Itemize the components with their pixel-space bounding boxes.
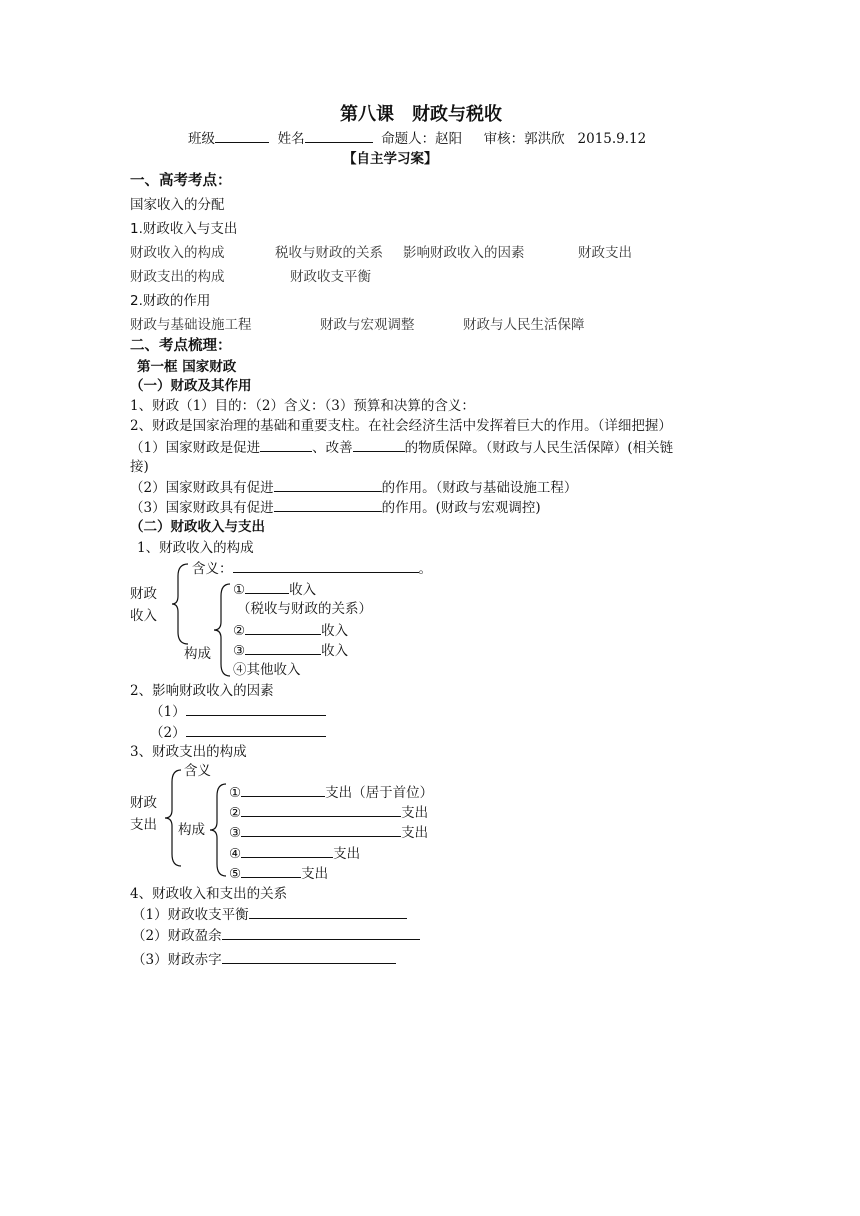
blank <box>245 641 321 655</box>
blank <box>222 926 420 940</box>
blank <box>260 438 312 452</box>
period: 。 <box>418 561 432 577</box>
expenditure-item-5 <box>229 864 328 883</box>
marker: ① <box>233 582 246 598</box>
list-item: 财政与人民生活保障 <box>463 317 585 333</box>
item-text: 支出 <box>301 866 329 882</box>
blank <box>186 702 326 716</box>
expenditure-meaning: 含义 <box>184 763 211 779</box>
item-text: 收入 <box>321 623 349 639</box>
marker: ⑤ <box>229 866 242 882</box>
brace-path <box>172 564 188 644</box>
relation-1 <box>132 905 407 924</box>
part1-heading: 一、高考考点： <box>130 173 232 189</box>
relation-text: （2）财政盈余 <box>132 928 222 944</box>
list-item: 财政收支平衡 <box>290 269 371 285</box>
line-3a: （1）国家财政是促进 <box>130 440 261 456</box>
list-item: 财政支出的构成 <box>130 269 225 285</box>
revenue-label-1: 财政 <box>130 586 157 602</box>
blank <box>249 905 407 919</box>
blank <box>274 498 382 512</box>
marker: ① <box>229 785 242 801</box>
marker: ④ <box>229 846 242 862</box>
part1-topic: 国家收入的分配 <box>130 197 225 213</box>
revenue-item-1-note: （税收与财政的关系） <box>237 601 372 617</box>
blank <box>241 864 301 878</box>
marker: ② <box>229 805 242 821</box>
line-2: 2、财政是国家治理的基础和重要支柱。在社会经济生活中发挥着巨大的作用。（详细把握） <box>130 418 672 434</box>
marker: （2） <box>150 725 186 741</box>
revenue-item-2 <box>233 621 348 640</box>
list-item: 财政支出 <box>578 245 632 261</box>
brace-path <box>210 784 226 876</box>
line-5a: （3）国家财政具有促进 <box>130 500 274 516</box>
relation-3 <box>132 950 396 969</box>
item-text: 收入 <box>321 643 349 659</box>
part2-heading: 二、考点梳理： <box>130 338 232 354</box>
revenue-brace <box>170 562 190 646</box>
brace-path <box>214 584 230 676</box>
blank <box>241 823 401 837</box>
blank <box>222 950 396 964</box>
blank <box>241 803 401 817</box>
name-blank <box>305 129 373 143</box>
revenue-item-1 <box>233 580 316 599</box>
expenditure-label-1: 财政 <box>130 795 157 811</box>
revenue-meaning <box>192 559 432 578</box>
item-text: 支出 <box>401 825 429 841</box>
relation-heading: 4、财政收入和支出的关系 <box>130 886 288 902</box>
line-4a: （2）国家财政具有促进 <box>130 480 274 496</box>
blank <box>233 559 419 573</box>
revenue-meaning-label: 含义： <box>192 561 233 577</box>
revenue-item-3 <box>233 641 348 660</box>
line-3c: 的物质保障。（财政与人民生活保障）(相关链 <box>404 440 674 456</box>
expenditure-label-2: 支出 <box>130 817 157 833</box>
revenue-heading: 1、财政收入的构成 <box>137 540 254 556</box>
item-text: 支出 <box>333 846 361 862</box>
part1-sub2: 2.财政的作用 <box>130 293 211 309</box>
item-text: 收入 <box>289 582 317 598</box>
page-title: 第八课 财政与税收 <box>340 104 502 125</box>
relation-text: （1）财政收支平衡 <box>132 907 249 923</box>
brace-path <box>165 770 181 866</box>
line-3b: 、改善 <box>312 440 353 456</box>
list-item: 财政与基础设施工程 <box>130 317 252 333</box>
expenditure-item-3 <box>229 823 428 842</box>
factors-heading: 2、影响财政收入的因素 <box>130 683 274 699</box>
marker: （1） <box>150 704 186 720</box>
blank <box>186 723 326 737</box>
line-3 <box>130 438 673 457</box>
info-line <box>188 129 646 148</box>
line-5 <box>130 498 541 517</box>
line-4b: 的作用。（财政与基础设施工程） <box>381 480 578 496</box>
list-item: 影响财政收入的因素 <box>403 245 525 261</box>
revenue-comp-label: 构成 <box>184 646 211 662</box>
date: 2015.9.12 <box>577 131 647 147</box>
list-item: 税收与财政的关系 <box>275 245 383 261</box>
section-2: （二）财政收入与支出 <box>130 519 265 535</box>
list-item: 财政收入的构成 <box>130 245 225 261</box>
section-1: （一）财政及其作用 <box>130 378 252 394</box>
line-5b: 的作用。(财政与宏观调控) <box>381 500 541 516</box>
revenue-label-2: 收入 <box>130 608 157 624</box>
expenditure-comp-brace <box>208 782 228 878</box>
blank <box>274 478 382 492</box>
blank <box>241 844 333 858</box>
expenditure-heading: 3、财政支出的构成 <box>130 744 247 760</box>
blank <box>245 621 321 635</box>
line-4 <box>130 478 577 497</box>
composition-brace <box>212 582 232 678</box>
blank <box>353 438 405 452</box>
section-tag: 【自主学习案】 <box>343 151 438 167</box>
relation-text: （3）财政赤字 <box>132 952 222 968</box>
class-label: 班级 <box>188 131 215 147</box>
expenditure-item-2 <box>229 803 428 822</box>
part1-sub1: 1.财政收入与支出 <box>130 221 238 237</box>
marker: ③ <box>229 825 242 841</box>
reviewer: 审核：郭洪欣 <box>483 131 565 147</box>
revenue-item-4: ④其他收入 <box>233 662 301 678</box>
expenditure-brace <box>163 768 183 868</box>
relation-2 <box>132 926 420 945</box>
expenditure-comp-label: 构成 <box>178 822 205 838</box>
expenditure-item-1 <box>229 783 433 802</box>
class-blank <box>215 129 269 143</box>
marker: ③ <box>233 643 246 659</box>
blank <box>241 783 325 797</box>
list-item: 财政与宏观调整 <box>320 317 415 333</box>
factor-1 <box>150 702 326 721</box>
blank <box>245 580 289 594</box>
item-text: 支出 <box>401 805 429 821</box>
item-text: 支出（居于首位） <box>325 785 434 801</box>
name-label: 姓名 <box>277 131 305 147</box>
factor-2 <box>150 723 326 742</box>
expenditure-item-4 <box>229 844 360 863</box>
author: 命题人：赵阳 <box>381 131 463 147</box>
line-3d: 接) <box>130 459 149 475</box>
marker: ② <box>233 623 246 639</box>
line-1: 1、财政（1）目的：（2）含义：（3）预算和决算的含义： <box>130 398 475 414</box>
frame-title: 第一框 国家财政 <box>137 359 237 375</box>
